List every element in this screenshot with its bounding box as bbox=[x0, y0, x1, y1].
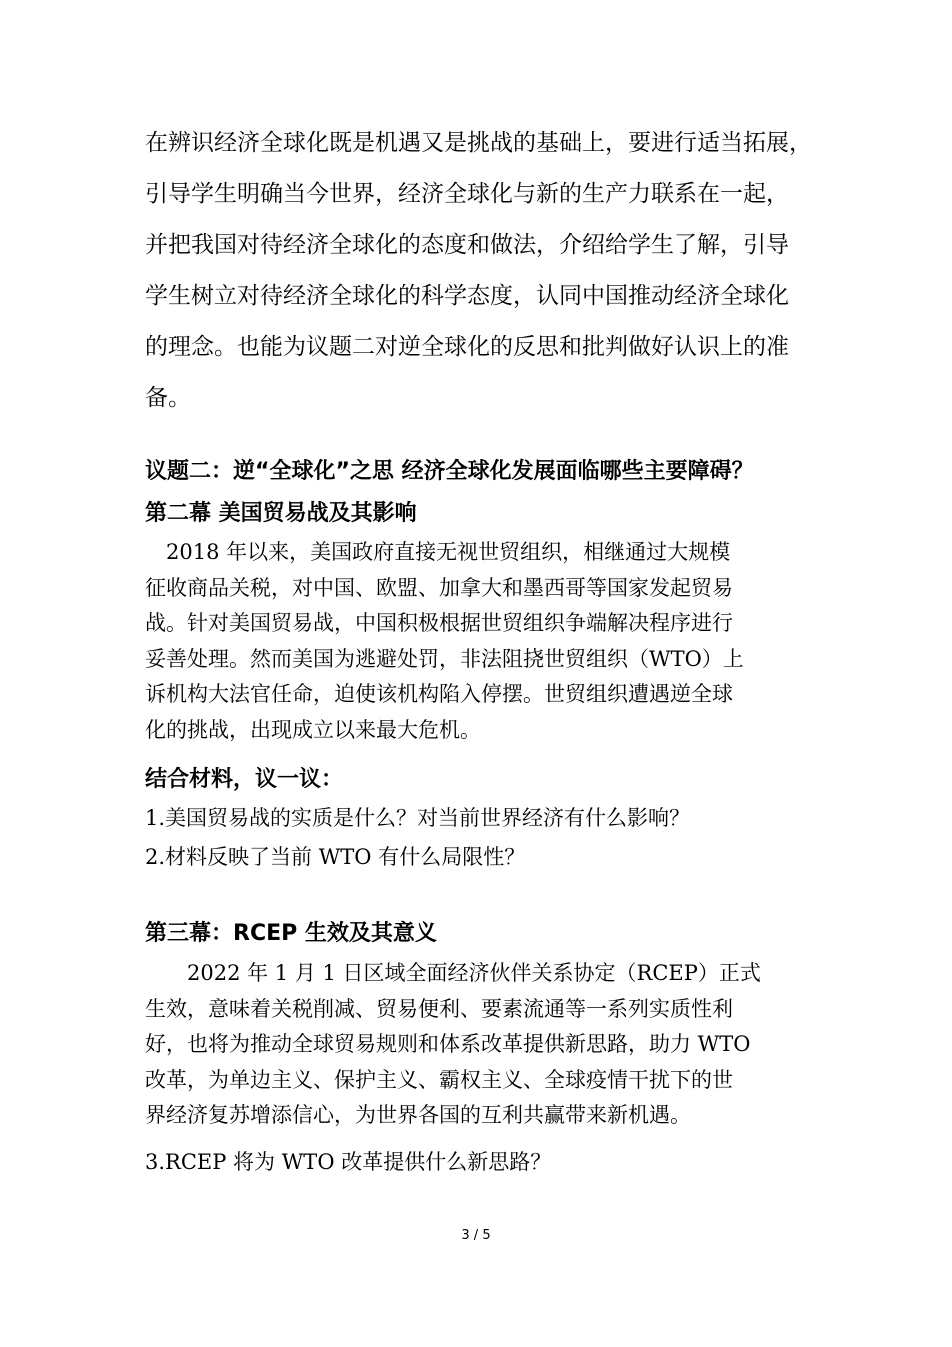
act3-heading: 第三幕：RCEP 生效及其意义 bbox=[145, 921, 437, 946]
act2-heading: 第二幕 美国贸易战及其影响 bbox=[145, 501, 417, 526]
act2-line: 2018 年以来，美国政府直接无视世贸组织，相继通过大规模 bbox=[145, 540, 731, 564]
question-2: 2.材料反映了当前 WTO 有什么局限性？ bbox=[145, 845, 526, 869]
page-number: 3 / 5 bbox=[461, 1228, 491, 1243]
intro-line: 在辨识经济全球化既是机遇又是挑战的基础上，要进行适当拓展， bbox=[145, 130, 812, 156]
intro-line: 引导学生明确当今世界，经济全球化与新的生产力联系在一起， bbox=[145, 181, 789, 207]
act2-line: 诉机构大法官任命，迫使该机构陷入停摆。世贸组织遭遇逆全球 bbox=[145, 682, 733, 706]
intro-line: 并把我国对待经济全球化的态度和做法，介绍给学生了解，引导 bbox=[145, 232, 789, 258]
act3-line: 好，也将为推动全球贸易规则和体系改革提供新思路，助力 WTO bbox=[145, 1032, 751, 1056]
intro-paragraph bbox=[145, 118, 845, 424]
act2-line: 化的挑战，出现成立以来最大危机。 bbox=[145, 717, 481, 742]
act2-material bbox=[145, 535, 825, 748]
act3-line: 2022 年 1 月 1 日区域全面经济伙伴关系协定（RCEP）正式 bbox=[145, 961, 761, 985]
intro-line: 备。 bbox=[145, 385, 191, 411]
discuss-heading: 结合材料，议一议： bbox=[145, 767, 344, 792]
act3-material bbox=[145, 956, 825, 1134]
act3-line: 界经济复苏增添信心，为世界各国的互利共赢带来新机遇。 bbox=[145, 1103, 691, 1127]
question-3: 3.RCEP 将为 WTO 改革提供什么新思路？ bbox=[145, 1150, 552, 1174]
act2-line: 战。针对美国贸易战，中国积极根据世贸组织争端解决程序进行 bbox=[145, 611, 733, 635]
question-1: 1.美国贸易战的实质是什么？对当前世界经济有什么影响？ bbox=[145, 806, 691, 830]
topic2-heading: 议题二：逆“全球化”之思 经济全球化发展面临哪些主要障碍？ bbox=[145, 459, 754, 484]
act2-line: 征收商品关税，对中国、欧盟、加拿大和墨西哥等国家发起贸易 bbox=[145, 575, 733, 600]
act2-line: 妥善处理。然而美国为逃避处罚，非法阻挠世贸组织（WTO）上 bbox=[145, 646, 744, 671]
act3-line: 生效，意味着关税削减、贸易便利、要素流通等一系列实质性利 bbox=[145, 996, 733, 1021]
act3-line: 改革，为单边主义、保护主义、霸权主义、全球疫情干扰下的世 bbox=[145, 1067, 733, 1092]
intro-line: 的理念。也能为议题二对逆全球化的反思和批判做好认识上的准 bbox=[145, 334, 789, 360]
intro-line: 学生树立对待经济全球化的科学态度，认同中国推动经济全球化 bbox=[145, 283, 789, 309]
